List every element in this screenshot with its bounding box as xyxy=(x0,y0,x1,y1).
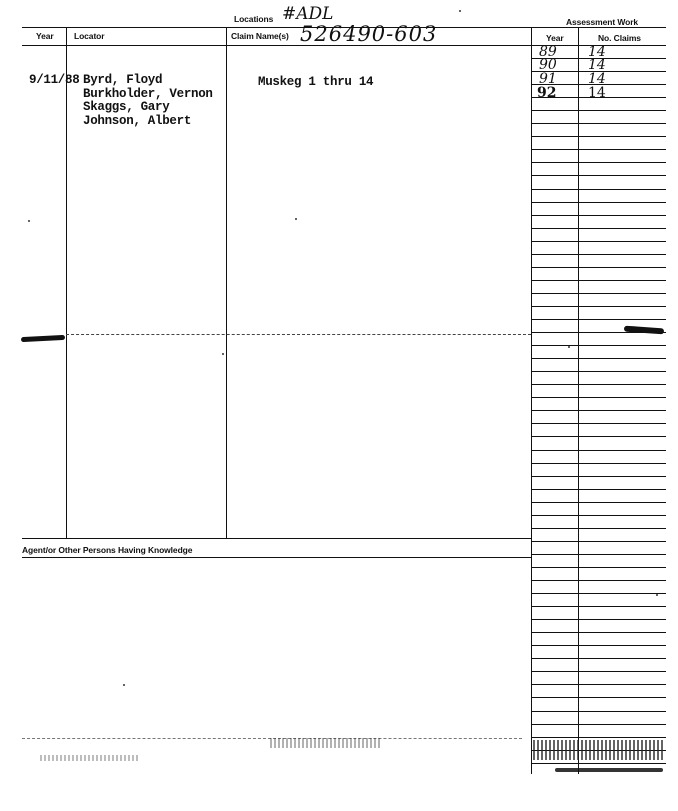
assessment-grid-line xyxy=(531,136,666,137)
year-column-header: Year xyxy=(36,31,54,41)
assessment-grid-line xyxy=(531,711,666,712)
assessment-grid-line xyxy=(531,619,666,620)
assessment-grid-line xyxy=(531,502,666,503)
assessment-grid-line xyxy=(531,267,666,268)
scan-speck xyxy=(222,353,224,355)
aw-year-cell: 90 xyxy=(539,57,557,73)
assessment-left-border xyxy=(531,27,532,774)
assessment-grid-line xyxy=(531,384,666,385)
scan-noise-block xyxy=(533,740,663,760)
scan-noise xyxy=(270,738,380,748)
header-bottom-rule xyxy=(22,45,666,46)
assessment-grid-line xyxy=(531,319,666,320)
assessment-grid-line xyxy=(531,228,666,229)
no-claims-column-header: No. Claims xyxy=(598,33,641,43)
assessment-grid-line xyxy=(531,658,666,659)
locator-name: Byrd, Floyd xyxy=(83,73,163,87)
assessment-grid-line xyxy=(531,645,666,646)
locator-list xyxy=(83,74,213,128)
dashed-separator xyxy=(66,334,531,335)
locator-claim-divider xyxy=(226,27,227,538)
main-section-bottom-rule xyxy=(22,538,531,539)
assessment-grid-line xyxy=(531,293,666,294)
scan-speck xyxy=(123,684,125,686)
assessment-grid-line xyxy=(531,554,666,555)
aw-year-column-header: Year xyxy=(546,33,564,43)
assessment-grid-line xyxy=(531,436,666,437)
assessment-grid-line xyxy=(531,345,666,346)
assessment-grid-line xyxy=(531,423,666,424)
assessment-grid-line xyxy=(531,763,666,764)
assessment-grid-line xyxy=(531,397,666,398)
assessment-grid-line xyxy=(531,306,666,307)
year-locator-divider xyxy=(66,27,67,538)
assessment-grid-line xyxy=(531,215,666,216)
assessment-grid-line xyxy=(531,189,666,190)
assessment-grid-line xyxy=(531,606,666,607)
agent-section-label: Agent/or Other Persons Having Knowledge xyxy=(22,545,193,555)
assessment-grid-line xyxy=(531,58,666,59)
scan-speck xyxy=(28,220,30,222)
assessment-grid-line xyxy=(531,202,666,203)
assessment-grid-line xyxy=(531,110,666,111)
scan-speck xyxy=(295,218,297,220)
assessment-grid-line xyxy=(531,175,666,176)
right-marker-smear xyxy=(624,326,664,335)
assessment-grid-line xyxy=(531,593,666,594)
locator-name: Johnson, Albert xyxy=(83,113,192,128)
locator-name: Burkholder, Vernon xyxy=(83,86,213,101)
aw-claims-cell: 14 xyxy=(588,44,606,60)
scan-speck xyxy=(656,594,658,596)
assessment-grid-line xyxy=(531,450,666,451)
assessment-grid-line xyxy=(531,476,666,477)
assessment-grid-line xyxy=(531,489,666,490)
assessment-grid-line xyxy=(531,463,666,464)
assessment-grid-line xyxy=(531,149,666,150)
scan-speck xyxy=(568,346,570,348)
aw-year-cell: 91 xyxy=(539,71,557,87)
assessment-grid-line xyxy=(531,123,666,124)
locator-name: Skaggs, Gary xyxy=(83,100,170,114)
record-year: 9/11/88 xyxy=(29,73,80,87)
assessment-work-label: Assessment Work xyxy=(566,17,639,27)
assessment-grid-line xyxy=(531,671,666,672)
scan-speck xyxy=(459,10,461,12)
assessment-grid-line xyxy=(531,724,666,725)
assessment-grid-line xyxy=(531,97,666,98)
aw-year-cell: 92 xyxy=(537,85,557,101)
assessment-grid-line xyxy=(531,280,666,281)
assessment-grid-line xyxy=(531,371,666,372)
assessment-grid-line xyxy=(531,697,666,698)
assessment-grid-line xyxy=(531,71,666,72)
scan-noise xyxy=(40,755,140,761)
aw-claims-cell: 14 xyxy=(588,85,606,101)
assessment-column-divider xyxy=(578,27,579,774)
aw-claims-cell: 14 xyxy=(588,71,606,87)
claim-name: Muskeg 1 thru 14 xyxy=(258,75,374,89)
assessment-grid-line xyxy=(531,684,666,685)
assessment-grid-line xyxy=(531,358,666,359)
assessment-grid-line xyxy=(531,541,666,542)
claim-names-column-header: Claim Name(s) xyxy=(231,31,289,41)
locations-handwritten-note: #ADL xyxy=(282,4,334,24)
assessment-grid-line xyxy=(531,241,666,242)
assessment-grid-line xyxy=(531,162,666,163)
assessment-grid-line xyxy=(531,84,666,85)
left-marker-smear xyxy=(21,335,65,342)
claim-numbers-handwritten: 526490-603 xyxy=(300,22,438,46)
locator-column-header: Locator xyxy=(74,31,105,41)
assessment-grid-line xyxy=(531,410,666,411)
assessment-grid-line xyxy=(531,515,666,516)
assessment-grid-line xyxy=(531,632,666,633)
aw-year-cell: 89 xyxy=(539,44,557,60)
assessment-grid-line xyxy=(531,254,666,255)
locations-label: Locations xyxy=(234,14,274,24)
aw-claims-cell: 14 xyxy=(588,57,606,73)
assessment-grid-line xyxy=(531,580,666,581)
bottom-right-smear xyxy=(555,768,663,772)
agent-header-rule xyxy=(22,557,531,558)
assessment-grid-line xyxy=(531,528,666,529)
assessment-grid-line xyxy=(531,567,666,568)
assessment-grid-line xyxy=(531,737,666,738)
